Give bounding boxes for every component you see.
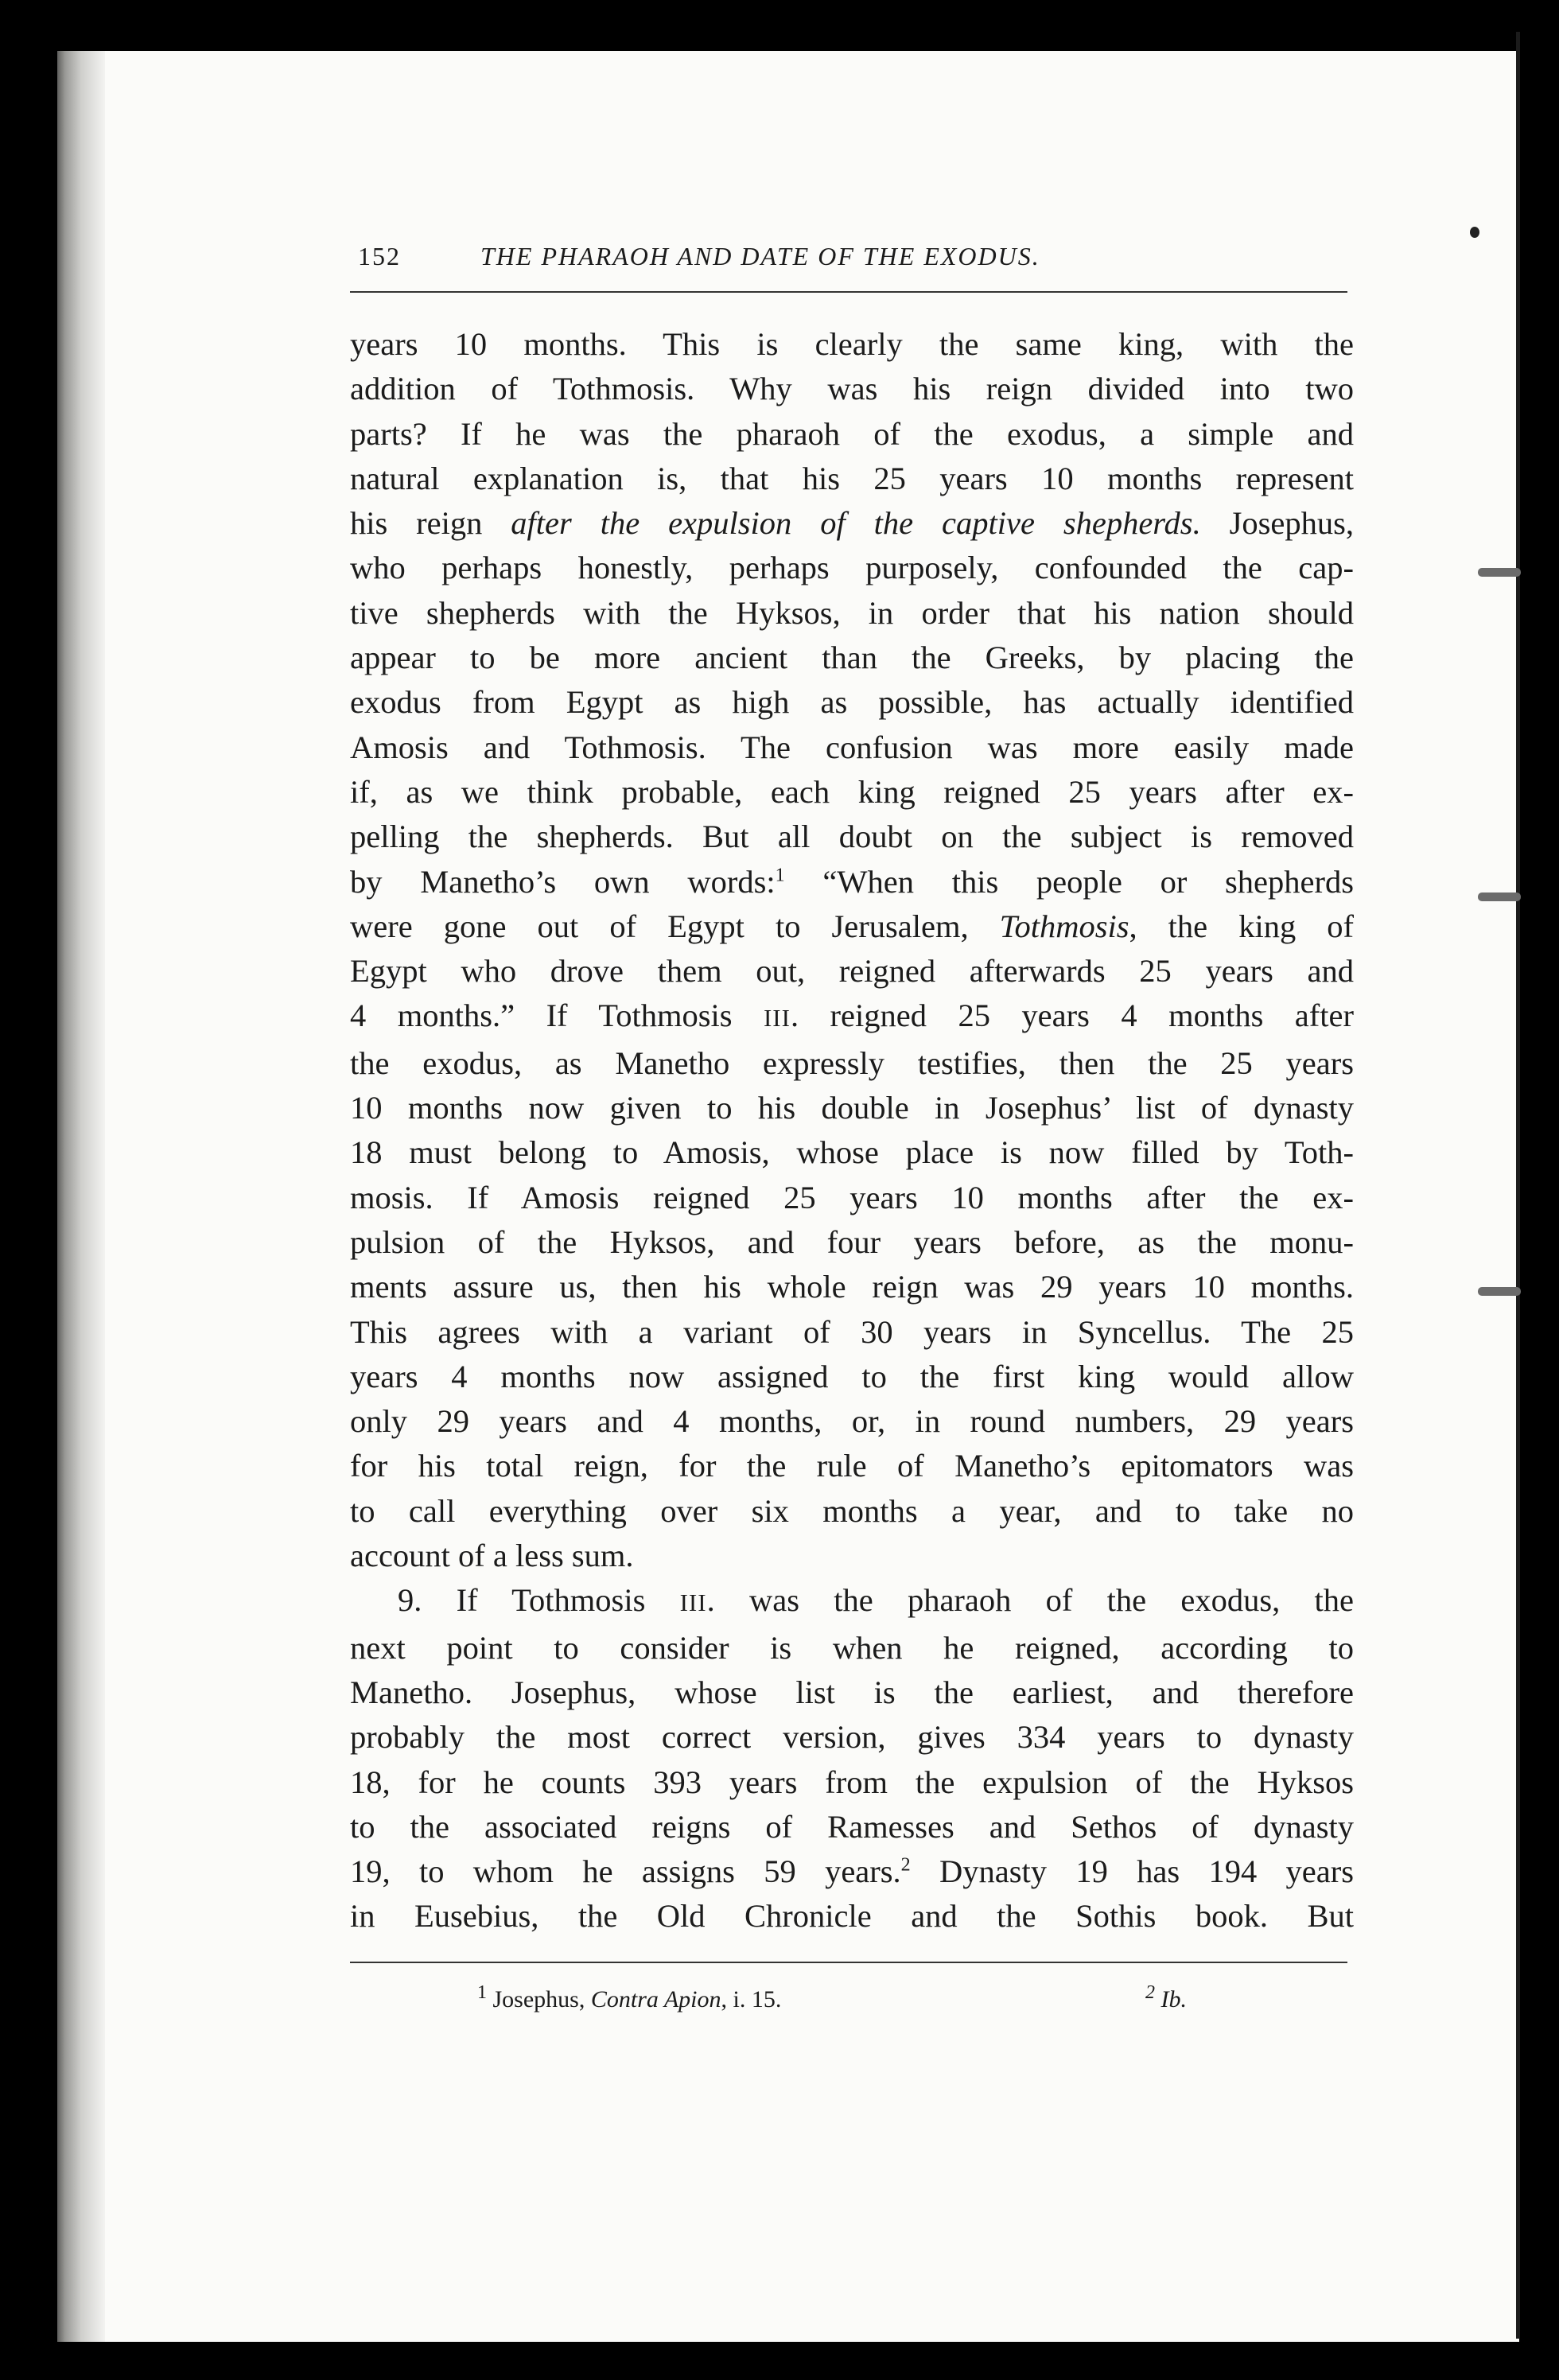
text-line: next point to consider is when he reigned, according to xyxy=(350,1629,1354,1666)
text-line: years 4 months now assigned to the first king would allow xyxy=(350,1358,1354,1394)
text-line: who perhaps honestly, perhaps purposely, confounded the cap- xyxy=(350,550,1354,586)
running-title: THE PHARAOH AND DATE OF THE EXODUS. xyxy=(480,242,1040,270)
text-line: addition of Tothmosis. Why was his reign divided into two xyxy=(350,371,1354,407)
text-run: 9. If Tothmosis xyxy=(398,1582,680,1619)
text-line: Egypt who drove them out, reigned afterwards 25 years and xyxy=(350,953,1354,990)
text-run: Josephus, xyxy=(1200,505,1354,542)
text-run: 4 months.” If Tothmosis xyxy=(350,998,764,1034)
ink-spot xyxy=(1470,227,1479,238)
text-line: the exodus, as Manetho expressly testifies, then the 25 years xyxy=(350,1044,1354,1081)
text-line: ments assure us, then his whole reign was 29 years 10 months. xyxy=(350,1269,1354,1305)
text-line xyxy=(350,1578,1354,1625)
binding-edge xyxy=(1516,32,1520,2339)
italic-emphasis: Tothmosis xyxy=(999,908,1129,944)
roman-numeral: III xyxy=(763,1004,791,1032)
running-header xyxy=(358,239,1346,277)
binding-ring xyxy=(1478,892,1521,901)
text-line: only 29 years and 4 months, or, in round numbers, 29 years xyxy=(350,1403,1354,1440)
text-line: 18, for he counts 393 years from the expulsion of the Hyksos xyxy=(350,1764,1354,1800)
text-line: if, as we think probable, each king reigned 25 years after ex- xyxy=(350,773,1354,810)
footnote-2 xyxy=(1145,1982,1187,2013)
footnote-marker: 1 xyxy=(477,1982,487,2003)
text-line: exodus from Egypt as high as possible, has actually identified xyxy=(350,684,1354,721)
roman-numeral: III xyxy=(679,1589,707,1617)
text-line xyxy=(350,904,1354,949)
binding-ring xyxy=(1478,568,1521,577)
text-line: Amosis and Tothmosis. The confusion was more easily made xyxy=(350,729,1354,765)
text-run: . reigned 25 years 4 months after xyxy=(790,998,1354,1034)
body-text xyxy=(350,322,1354,1939)
page-edge-shadow xyxy=(57,51,105,2342)
text-line: tive shepherds with the Hyksos, in order that his nation should xyxy=(350,594,1354,631)
page-number: 152 xyxy=(358,242,401,270)
text-line xyxy=(350,994,1354,1040)
text-run: Josephus, xyxy=(487,1986,591,2012)
text-line: Manetho. Josephus, whose list is the earliest, and therefore xyxy=(350,1674,1354,1710)
text-line: pelling the shepherds. But all doubt on the subject is removed xyxy=(350,819,1354,855)
text-line: parts? If he was the pharaoh of the exodus, a simple and xyxy=(350,415,1354,452)
italic-emphasis: after the expulsion of the captive shepherds. xyxy=(511,505,1201,542)
footnote-marker: 2 xyxy=(1145,1982,1155,2003)
italic-title: Contra Apion xyxy=(590,1986,721,2012)
text-run: . was the pharaoh of the exodus, the xyxy=(706,1582,1354,1619)
binding-ring xyxy=(1478,1287,1521,1296)
text-line: natural explanation is, that his 25 years 10 months represent xyxy=(350,460,1354,496)
text-line: to the associated reigns of Ramesses and Sethos of dynasty xyxy=(350,1808,1354,1845)
text-line: This agrees with a variant of 30 years in Syncellus. The 25 xyxy=(350,1313,1354,1350)
footnote-ref: 2 xyxy=(900,1854,911,1876)
text-line: pulsion of the Hyksos, and four years before, as the monu- xyxy=(350,1223,1354,1260)
text-line xyxy=(350,860,1354,904)
text-run: , i. 15. xyxy=(721,1986,782,2012)
text-line: probably the most correct version, gives 334 years to dynasty xyxy=(350,1719,1354,1756)
footnote-1 xyxy=(477,1982,782,2013)
text-line: appear to be more ancient than the Greeks, by placing the xyxy=(350,640,1354,676)
text-line xyxy=(350,501,1354,546)
text-line: years 10 months. This is clearly the same king, with the xyxy=(350,326,1354,362)
header-rule xyxy=(350,291,1347,293)
text-run: “When this people or shepherds xyxy=(784,863,1354,900)
footnote-rule xyxy=(350,1962,1347,1963)
text-run: 19, to whom he assigns 59 years. xyxy=(350,1853,901,1890)
text-run: his reign xyxy=(350,505,511,542)
text-line: to call everything over six months a year, and to take no xyxy=(350,1492,1354,1529)
footnote-ref: 1 xyxy=(775,865,785,886)
text-run: , the king of xyxy=(1129,908,1355,944)
text-line: for his total reign, for the rule of Manetho’s epitomators was xyxy=(350,1448,1354,1484)
text-line: account of a less sum. xyxy=(350,1538,634,1574)
text-line xyxy=(350,1849,1354,1894)
text-run: Dynasty 19 has 194 years xyxy=(910,1853,1354,1890)
text-line: 10 months now given to his double in Josephus’ list of dynasty xyxy=(350,1090,1354,1126)
text-run: by Manetho’s own words: xyxy=(350,863,776,900)
text-line: 18 must belong to Amosis, whose place is now filled by Toth- xyxy=(350,1134,1354,1171)
text-line: in Eusebius, the Old Chronicle and the Sothis book. But xyxy=(350,1898,1354,1935)
text-run: Ib. xyxy=(1155,1986,1187,2012)
text-line: mosis. If Amosis reigned 25 years 10 months after the ex- xyxy=(350,1179,1354,1215)
text-run: were gone out of Egypt to Jerusalem, xyxy=(350,908,1000,944)
